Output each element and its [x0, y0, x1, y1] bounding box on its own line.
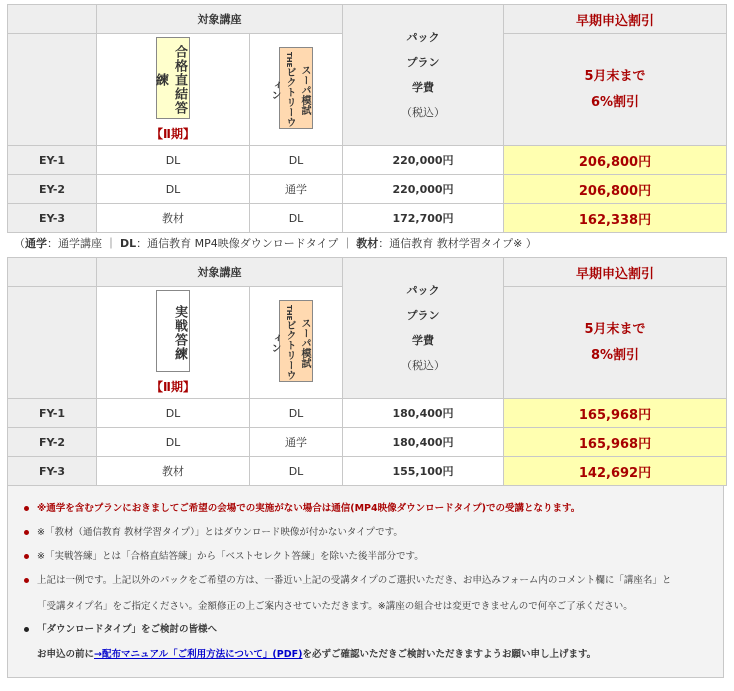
plan-code: FY-1 [8, 399, 97, 428]
course-a-label: 実戦答練 [156, 290, 190, 372]
notes-box [7, 485, 724, 678]
course-b-type: DL [250, 399, 343, 428]
note-item: ※「教材（通信教育 教材学習タイプ）」とはダウンロード映像が付かないタイプです。 [24, 524, 715, 538]
course-a-type: 教材 [97, 204, 250, 233]
course-b-type: 通学 [250, 175, 343, 204]
course-b-cell [250, 34, 343, 146]
discounted-price: 142,692円 [504, 457, 727, 486]
corner-cell [8, 258, 97, 287]
pack-plan-header: パック プラン 学費 （税込） [343, 5, 504, 146]
course-b-label: スーパ模試 THEビクトリーウィン [279, 300, 313, 382]
discounted-price: 206,800円 [504, 146, 727, 175]
table-row [8, 428, 727, 457]
price-table-fy [7, 257, 727, 486]
table-row [8, 175, 727, 204]
manual-pdf-link[interactable]: →配布マニュアル「ご利用方法について」(PDF) [94, 649, 303, 660]
term-label: 【Ⅱ期】 [151, 127, 195, 141]
target-course-header: 対象講座 [97, 5, 343, 34]
bullet-icon [24, 578, 29, 583]
course-b-label: スーパ模試 THEビクトリーウィン [279, 47, 313, 129]
discounted-price: 206,800円 [504, 175, 727, 204]
table-row [8, 204, 727, 233]
course-b-type: DL [250, 457, 343, 486]
course-b-type: 通学 [250, 428, 343, 457]
course-a-type: 教材 [97, 457, 250, 486]
plan-code: EY-2 [8, 175, 97, 204]
table-row [8, 399, 727, 428]
note-item: ※「実戦答練」とは「合格直結答練」から「ベストセレクト答練」を除いた後半部分です。 [24, 548, 715, 562]
course-a-cell [97, 287, 250, 399]
target-course-header: 対象講座 [97, 258, 343, 287]
pack-price: 172,700円 [343, 204, 504, 233]
pack-price: 220,000円 [343, 175, 504, 204]
course-b-cell [250, 287, 343, 399]
note-item: お申込の前に→配布マニュアル「ご利用方法について」(PDF)を必ずご確認いただきご検討いただきますようお願い申し上げます。 [37, 649, 597, 660]
price-table-ey [7, 4, 727, 233]
course-a-type: DL [97, 146, 250, 175]
plan-code: EY-3 [8, 204, 97, 233]
note-item: 「ダウンロードタイプ」をご検討の皆様へ [24, 621, 715, 635]
note-item: 上記は一例です。上記以外のパックをご希望の方は、一番近い上記の受講タイプのご選択いただき、お申込みフォーム内のコメント欄に「講座名」と 「受講タイプ名」をご指定ください。金額修正の上ご案内させていただきます。※講座の組合せは変更できませんので何卒ご了承ください。 [24, 572, 715, 612]
corner-cell-2 [8, 287, 97, 399]
corner-cell [8, 5, 97, 34]
discounted-price: 162,338円 [504, 204, 727, 233]
plan-code: EY-1 [8, 146, 97, 175]
pack-price: 180,400円 [343, 399, 504, 428]
plan-code: FY-2 [8, 428, 97, 457]
pack-price: 180,400円 [343, 428, 504, 457]
table-row [8, 457, 727, 486]
pack-plan-header: パック プラン 学費 （税込） [343, 258, 504, 399]
pack-price: 155,100円 [343, 457, 504, 486]
early-discount-header: 早期申込割引 [504, 258, 727, 287]
bullet-icon [24, 530, 29, 535]
term-label: 【Ⅱ期】 [151, 380, 195, 394]
early-discount-header: 早期申込割引 [504, 5, 727, 34]
course-a-label: 合格直結答練 [156, 37, 190, 119]
pack-price: 220,000円 [343, 146, 504, 175]
note-item: ※通学を含むプランにおきましてご希望の会場での実施がない場合は通信(MP4映像ダウンロードタイプ)での受講となります。 [24, 500, 715, 514]
legend: （通学：通学講座 ｜ DL：通信教育 MP4映像ダウンロードタイプ ｜ 教材：通信教育 教材学習タイプ※ ） [14, 237, 537, 250]
course-b-type: DL [250, 146, 343, 175]
discount-cell: 5月末まで 6%割引 [504, 34, 727, 146]
discounted-price: 165,968円 [504, 428, 727, 457]
bullet-icon [24, 506, 29, 511]
course-a-type: DL [97, 175, 250, 204]
course-b-type: DL [250, 204, 343, 233]
course-a-type: DL [97, 428, 250, 457]
discounted-price: 165,968円 [504, 399, 727, 428]
table-row [8, 146, 727, 175]
course-a-type: DL [97, 399, 250, 428]
corner-cell-2 [8, 34, 97, 146]
bullet-icon [24, 627, 29, 632]
course-a-cell [97, 34, 250, 146]
plan-code: FY-3 [8, 457, 97, 486]
bullet-icon [24, 554, 29, 559]
discount-cell: 5月末まで 8%割引 [504, 287, 727, 399]
